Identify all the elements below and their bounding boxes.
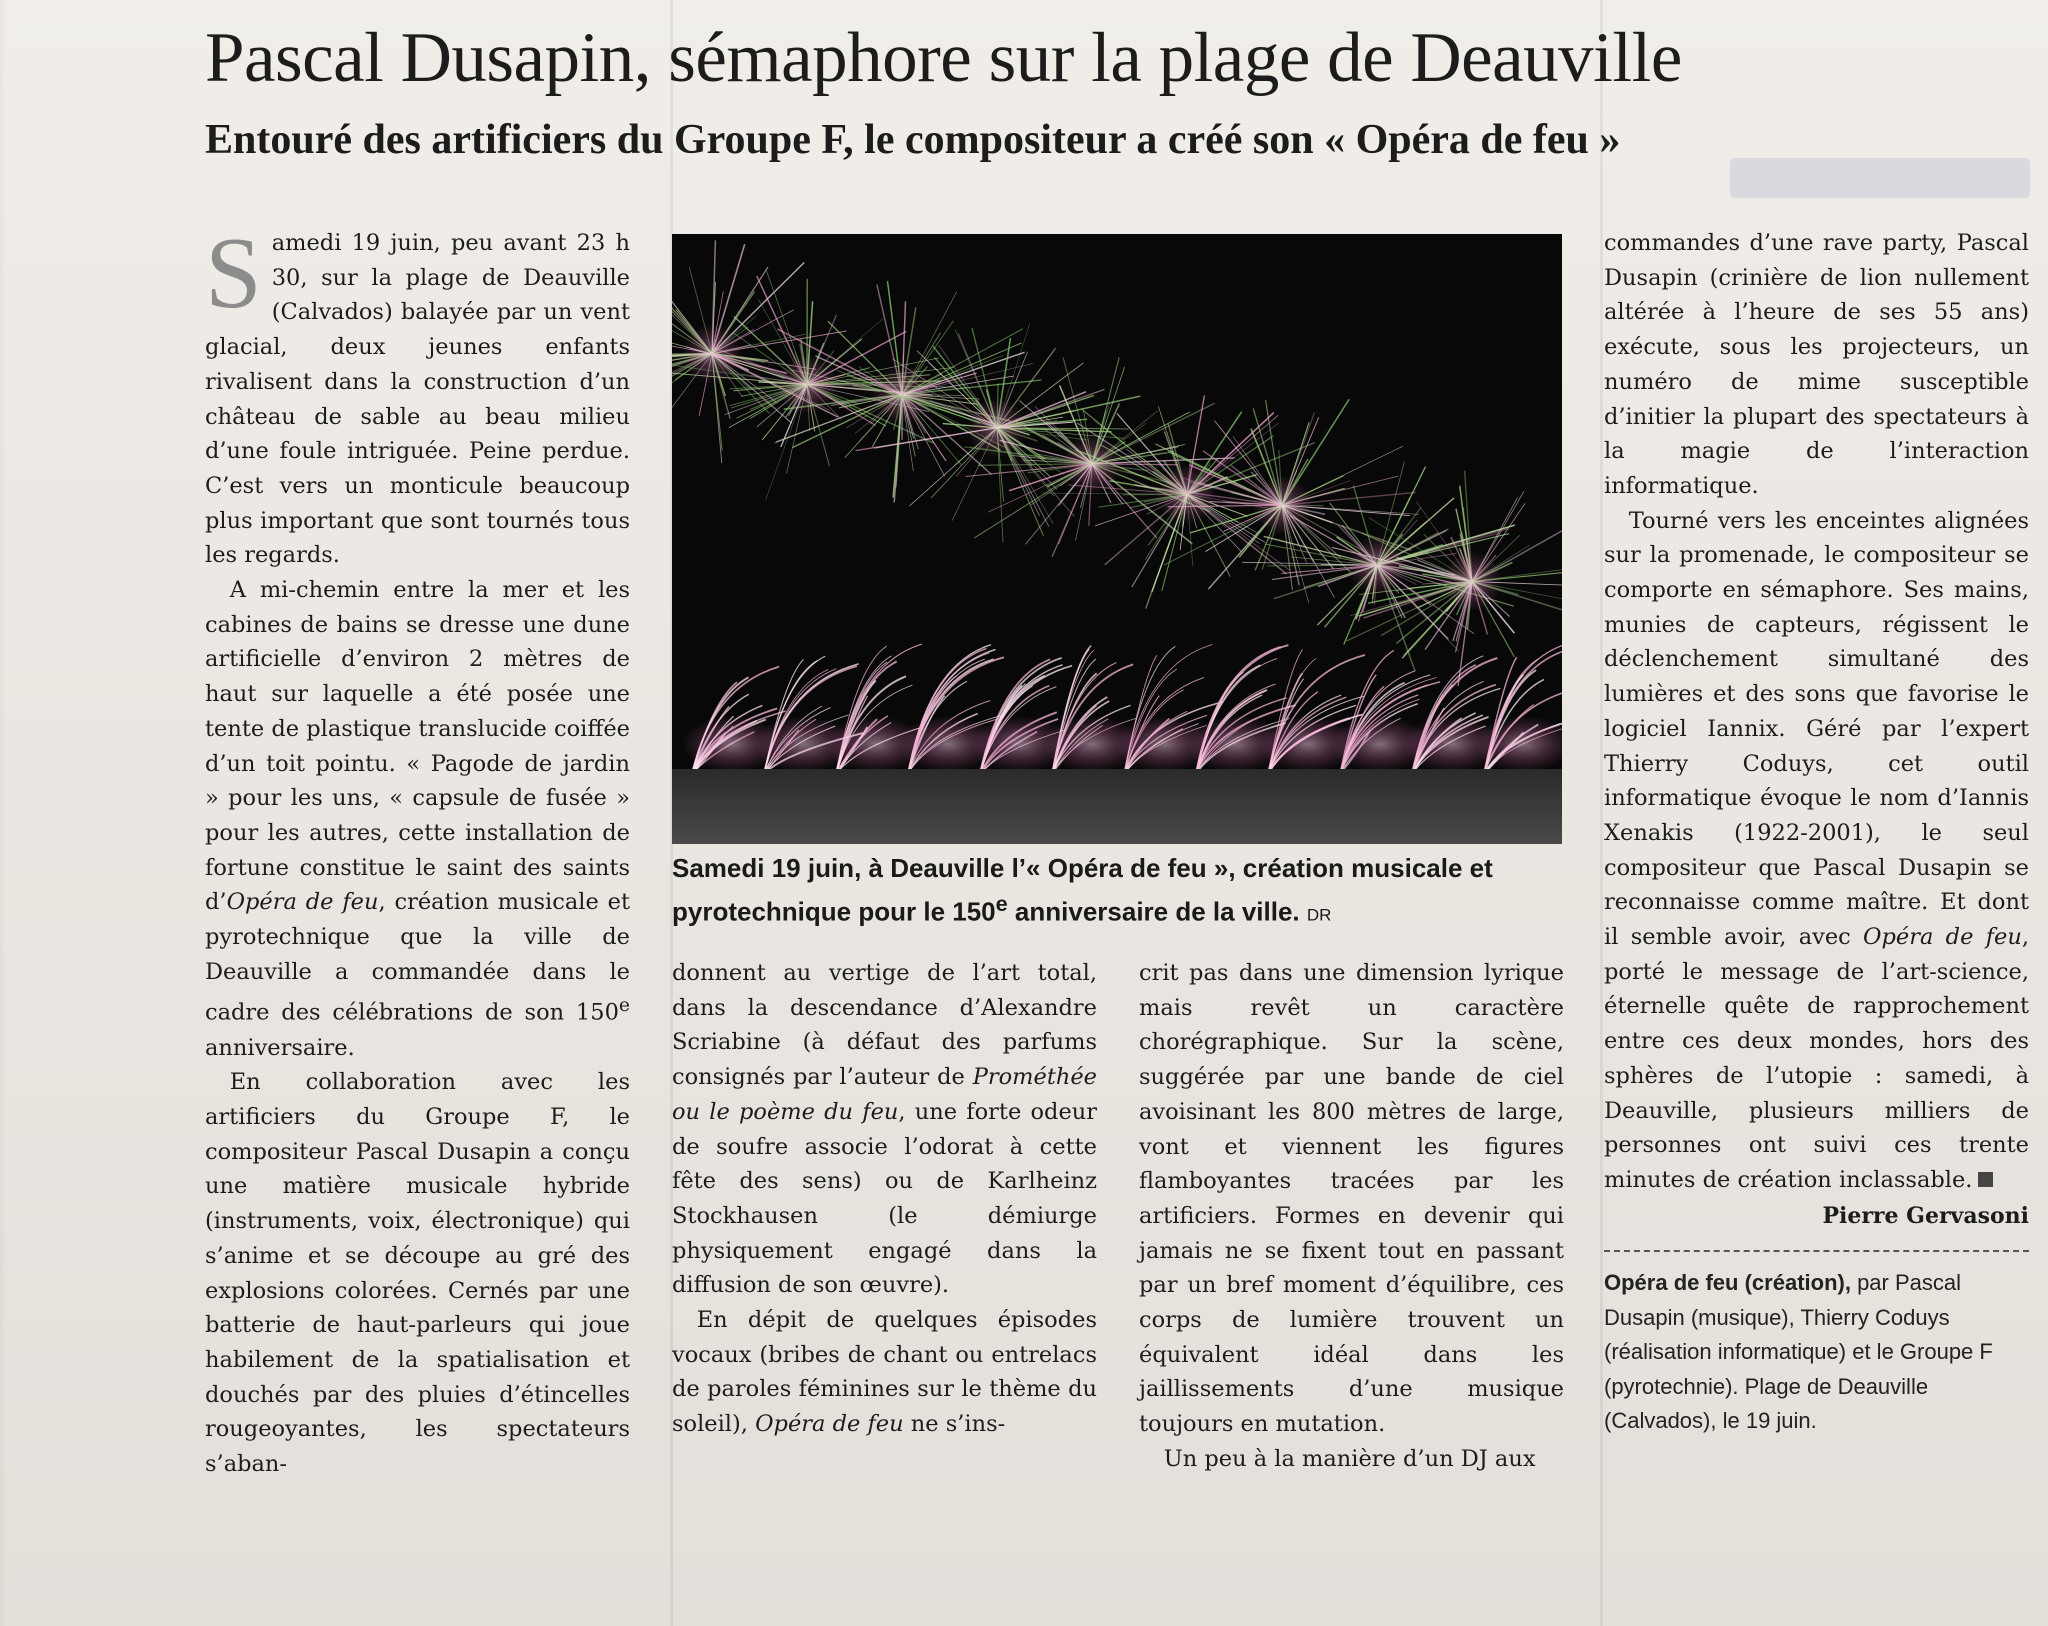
- work-title: Opéra de feu: [1863, 924, 2022, 951]
- headline: Pascal Dusapin, sémaphore sur la plage de Deauville: [205, 19, 1682, 97]
- article-paragraph: commandes d’une rave party, Pascal Dusapin (crinière de lion nullement altérée à l’heure de ses 55 ans) exécute, sous les projecteurs, un numéro de mime susceptible d’initier la plupart des spectateurs à la magie de l’interaction informatique.: [1604, 230, 2029, 499]
- article-column-4: [1604, 226, 2029, 1198]
- burst-glow: [1347, 535, 1407, 595]
- photo-caption: Samedi 19 juin, à Deauville l’« Opéra de feu », création musicale et pyrotechnique pour le 150e anniversaire de la ville. DR: [672, 853, 1493, 927]
- subheadline: Entouré des artificiers du Groupe F, le compositeur a créé son « Opéra de feu »: [205, 117, 1621, 163]
- photo-credit: DR: [1306, 905, 1332, 925]
- end-of-article-mark: [1978, 1172, 1993, 1187]
- burst-glow: [1442, 552, 1502, 612]
- author-byline: Pierre Gervasoni: [1822, 1203, 2029, 1229]
- article-paragraph: Tourné vers les enceintes alignées sur la promenade, le compositeur se comporte en sémaphore. Ses mains, munies de capteurs, régissent le déclenchement simultané des lumières et des sons que favorise le logiciel Iannix. Géré par l’expert Thierry Coduys, cet outil informatique évoque le nom d’Iannis Xenakis (1922-2001), le seul compositeur que Pascal Dusapin se reconnaisse comme maître. Et dont il semble avoir, avec Opéra de feu, porté le message de l’art-science, éternelle quête de rapprochement entre ces deux mondes, hors des sphères de l’utopie : samedi, à Deauville, plusieurs milliers de personnes ont suivi ces trente minutes de création inclassable.: [1604, 507, 2029, 1193]
- work-title: Prométhée ou le poème du feu: [672, 1064, 1097, 1125]
- burst-glow: [777, 354, 837, 414]
- burst-glow: [872, 365, 932, 425]
- article-paragraph: Un peu à la manière d’un DJ aux: [1163, 1445, 1536, 1472]
- article-paragraph: Samedi 19 juin, peu avant 23 h 30, sur la plage de Deauville (Calvados) balayée par un vent glacial, deux jeunes enfants rivalisent dans la construction d’un château de sable au beau milieu d’une foule intriguée. Peine perdue. C’est vers un monticule beaucoup plus important que sont tournés tous les regards.: [205, 217, 630, 569]
- article-paragraph: A mi-chemin entre la mer et les cabines de bains se dresse une dune artificielle d’environ 2 mètres de haut sur laquelle a été posée une tente de plastique translucide coiffée d’un toit pointu. « Pagode de jardin » pour les uns, « capsule de fusée » pour les autres, cette installation de fortune constitue le saint des saints d’Opéra de feu, création musicale et pyrotechnique que la ville de Deauville a commandée dans le cadre des célébrations de son 150e anniversaire.: [205, 577, 630, 1061]
- burst-glow: [1252, 475, 1312, 535]
- dashed-divider: [1604, 1250, 2029, 1252]
- paper-crease: [1600, 0, 1603, 1626]
- article-paragraph: En collaboration avec les artificiers du Groupe F, le compositeur Pascal Dusapin a conçu une matière musicale hybride (instruments, voix, électronique) qui s’anime et se découpe au gré des explosions colorées. Cernés par une batterie de haut-parleurs qui joue habilement de la spatialisation et douchés par des pluies d’étincelles rougeoyantes, les spectateurs s’aban-: [205, 1069, 630, 1478]
- article-paragraph: donnent au vertige de l’art total, dans la descendance d’Alexandre Scriabine (à défaut des parfums consignés par l’auteur de Prométhée ou le poème du feu, une forte odeur de soufre associe l’odorat à cette fête des sens) ou de Karlheinz Stockhausen (le démiurge physiquement engagé dans la diffusion de son œuvre).: [672, 960, 1098, 1299]
- work-title: Opéra de feu: [226, 889, 379, 916]
- article-column-3: [1139, 956, 1564, 1477]
- event-info-box: Opéra de feu (création), par Pascal Dusapin (musique), Thierry Coduys (réalisation informatique) et le Groupe F (pyrotechnie). Plage de Deauville (Calvados), le 19 juin.: [1604, 1270, 1993, 1433]
- article-column-2: [672, 956, 1097, 1442]
- drop-cap: S: [205, 217, 262, 330]
- event-title: Opéra de feu (création),: [1604, 1270, 1851, 1295]
- article-paragraph: En dépit de quelques épisodes vocaux (bribes de chant ou entrelacs de paroles féminines sur le thème du soleil), Opéra de feu ne s’ins-: [672, 1307, 1097, 1438]
- fireworks-illustration: [672, 234, 1562, 844]
- work-title: Opéra de feu: [755, 1411, 904, 1438]
- article-column-1: [205, 217, 630, 1482]
- article-paragraph: crit pas dans une dimension lyrique mais revêt un caractère chorégraphique. Sur la scène, suggérée par une bande de ciel avoisinant les 800 mètres de large, vont et viennent les figures flamboyantes tracées par les artificiers. Formes en devenir qui jamais ne se fixent tout en passant par un bref moment d’équilibre, ces corps de lumière trouvent un équivalent idéal dans les jaillissements d’une musique toujours en mutation.: [1139, 960, 1564, 1438]
- fireworks-photo: [672, 234, 1562, 844]
